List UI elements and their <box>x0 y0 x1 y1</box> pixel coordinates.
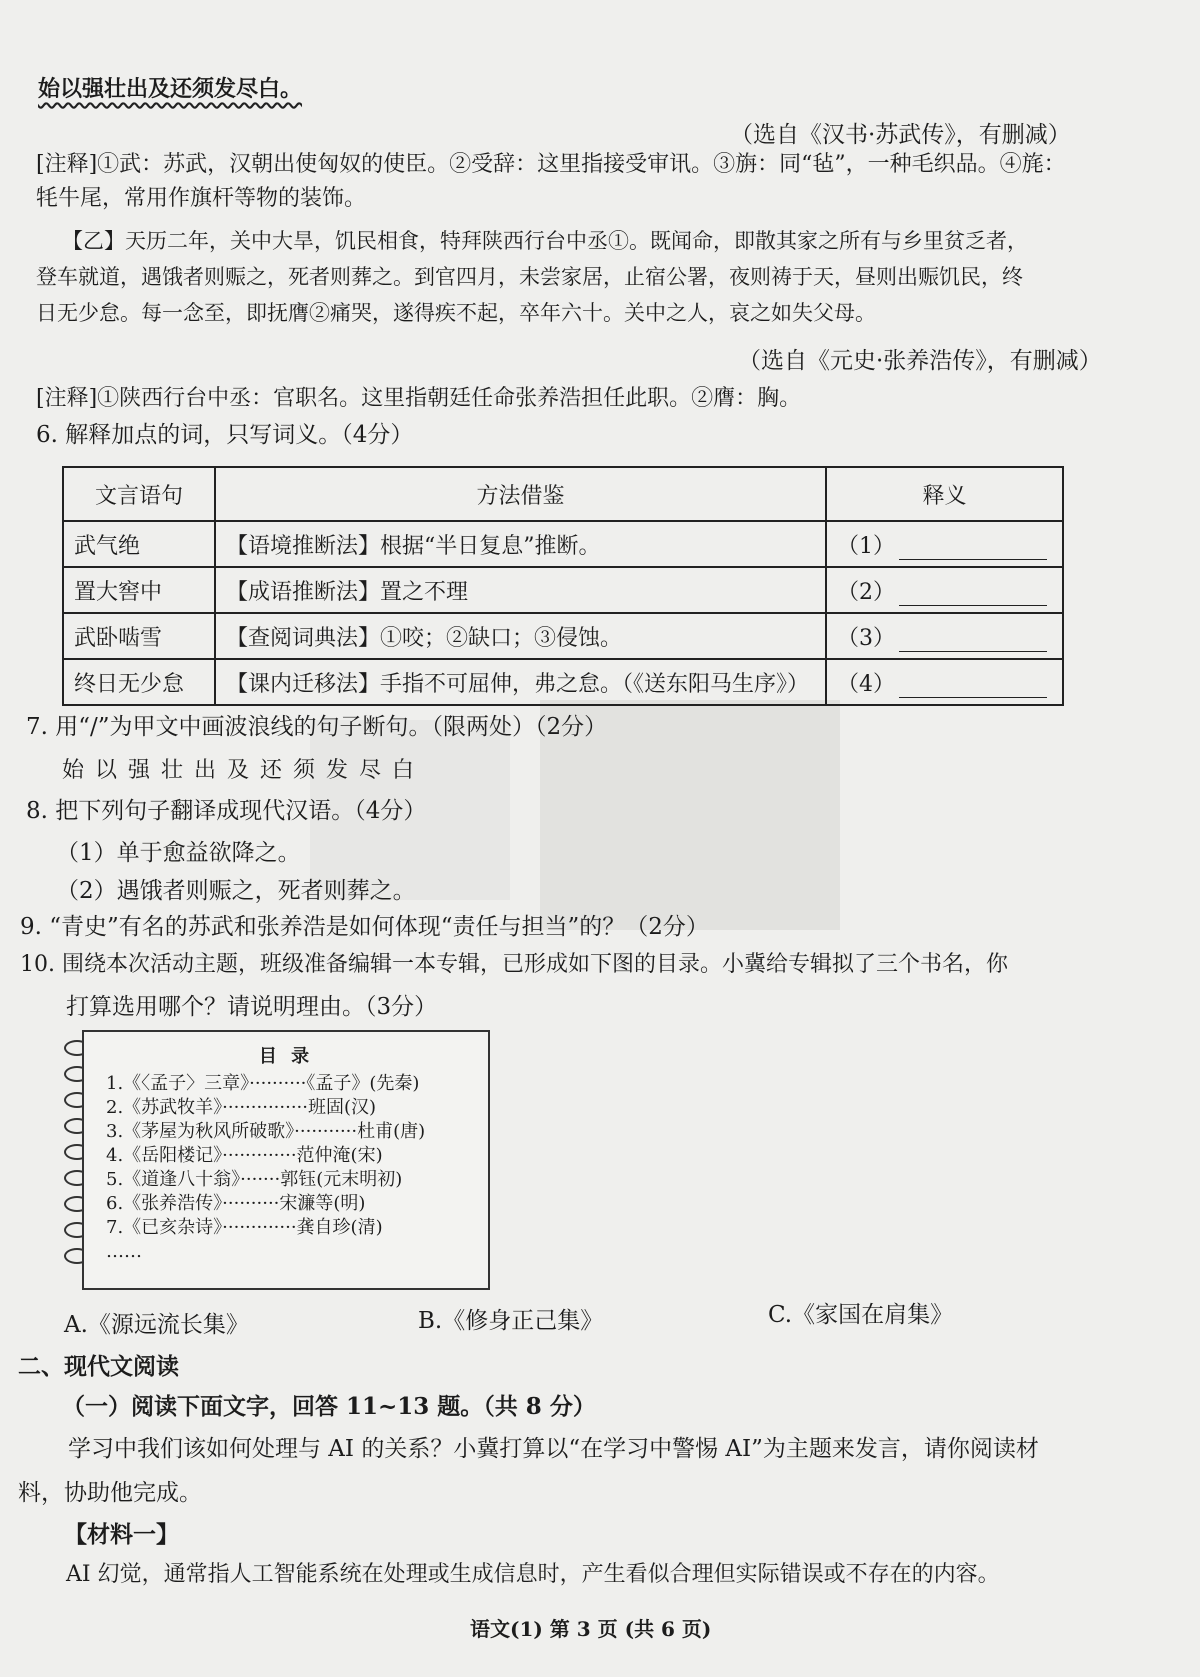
subsection-1-heading: （一）阅读下面文字，回答 11~13 题。（共 8 分） <box>62 1393 596 1420</box>
toc-entry: …… <box>106 1241 142 1262</box>
answer-label: （1） <box>837 533 895 559</box>
answer-label: （2） <box>837 579 895 605</box>
question-10-line2: 打算选用哪个？请说明理由。（3分） <box>66 994 438 1020</box>
answer-cell[interactable] <box>826 521 1063 567</box>
source-a: （选自《汉书·苏武传》，有删减） <box>730 122 1071 148</box>
method-cell: 【语境推断法】根据“半日复息”推断。 <box>215 521 826 567</box>
question-10-line1: 10. 围绕本次活动主题，班级准备编辑一本专辑，已形成如下图的目录。小冀给专辑拟了三个书名，你 <box>20 952 1008 977</box>
toc-title: 目 录 <box>258 1046 314 1067</box>
phrase-cell: 置大窖中 <box>63 567 215 613</box>
table-row <box>63 613 1063 659</box>
question-7: 7. 用“/”为甲文中画波浪线的句子断句。（限两处）（2分） <box>26 714 608 740</box>
table-of-contents <box>82 1030 490 1290</box>
passage-b-line1: 【乙】天历二年，关中大旱，饥民相食，特拜陕西行台中丞①。既闻命，即散其家之所有与乡里贫乏者， <box>62 229 1028 253</box>
answer-cell[interactable] <box>826 567 1063 613</box>
option-c[interactable]: C.《家国在肩集》 <box>768 1302 954 1328</box>
phrase-cell: 武气绝 <box>63 521 215 567</box>
answer-cell[interactable] <box>826 659 1063 705</box>
source-b: （选自《元史·张养浩传》，有删减） <box>738 348 1102 374</box>
table-row <box>63 567 1063 613</box>
phrase-cell: 终日无少怠 <box>63 659 215 705</box>
toc-entry: 5.《道逢八十翁》·······郭钰(元末明初) <box>106 1169 403 1190</box>
table-row <box>63 521 1063 567</box>
option-a[interactable]: A.《源远流长集》 <box>64 1312 249 1338</box>
question-6: 6. 解释加点的词，只写词义。（4分） <box>36 422 414 448</box>
toc-entry: 1.《〈孟子〉三章》··········《孟子》(先秦) <box>106 1073 420 1094</box>
q6-table <box>62 466 1064 706</box>
phrase-cell: 武卧啮雪 <box>63 613 215 659</box>
passage-b-line2: 登车就道，遇饿者则赈之，死者则葬之。到官四月，未尝家居，止宿公署，夜则祷于天，昼则出赈饥民，终 <box>36 265 1023 289</box>
page-footer: 语文(1) 第 3 页 (共 6 页) <box>470 1617 712 1641</box>
header-phrase: 文言语句 <box>63 467 215 521</box>
intro-line2: 料，协助他完成。 <box>18 1480 202 1506</box>
table-row <box>63 659 1063 705</box>
answer-blank[interactable] <box>899 633 1047 652</box>
note-a-line1: [注释]①武：苏武，汉朝出使匈奴的使臣。②受辞：这里指接受审讯。③旃：同“毡”，一种毛织品。④旄： <box>36 152 1066 177</box>
toc-entry: 4.《岳阳楼记》·············范仲淹(宋) <box>106 1145 383 1166</box>
answer-cell[interactable] <box>826 613 1063 659</box>
answer-blank[interactable] <box>899 587 1047 606</box>
note-b: [注释]①陕西行台中丞：官职名。这里指朝廷任命张养浩担任此职。②膺：胸。 <box>36 386 802 411</box>
material-1-text: AI 幻觉，通常指人工智能系统在处理或生成信息时，产生看似合理但实际错误或不存在的内容。 <box>66 1562 1000 1587</box>
q6-table-header <box>63 467 1063 521</box>
toc-entry: 7.《已亥杂诗》·············龚自珍(清) <box>106 1217 383 1238</box>
q8-item-2: （2）遇饿者则赈之，死者则葬之。 <box>56 878 416 904</box>
toc-entry: 2.《苏武牧羊》···············班固(汉) <box>106 1097 377 1118</box>
note-a-line2: 牦牛尾，常用作旗杆等物的装饰。 <box>36 186 367 211</box>
method-cell: 【课内迁移法】手指不可屈伸，弗之怠。（《送东阳马生序》） <box>215 659 826 705</box>
question-8: 8. 把下列句子翻译成现代汉语。（4分） <box>26 798 427 824</box>
q7-sentence: 始 以 强 壮 出 及 还 须 发 尽 白 <box>62 758 416 783</box>
answer-label: （4） <box>837 671 895 697</box>
option-b[interactable]: B.《修身正己集》 <box>418 1308 604 1334</box>
section-2-heading: 二、现代文阅读 <box>18 1353 179 1380</box>
intro-line1: 学习中我们该如何处理与 AI 的关系？小冀打算以“在学习中警惕 AI”为主题来发言，请你阅读材 <box>68 1436 1039 1462</box>
answer-label: （3） <box>837 625 895 651</box>
header-method: 方法借鉴 <box>215 467 826 521</box>
toc-entry: 3.《茅屋为秋风所破歌》···········杜甫(唐) <box>106 1121 426 1142</box>
material-1-label: 【材料一】 <box>64 1521 179 1548</box>
passage-b-line3: 日无少怠。每一念至，即抚膺②痛哭，遂得疾不起，卒年六十。关中之人，哀之如失父母。 <box>36 301 876 325</box>
question-9: 9. “青史”有名的苏武和张养浩是如何体现“责任与担当”的？（2分） <box>20 914 709 940</box>
header-answer: 释义 <box>826 467 1063 521</box>
answer-blank[interactable] <box>899 541 1047 560</box>
method-cell: 【查阅词典法】①咬；②缺口；③侵蚀。 <box>215 613 826 659</box>
q8-item-1: （1）单于愈益欲降之。 <box>56 840 301 866</box>
method-cell: 【成语推断法】置之不理 <box>215 567 826 613</box>
answer-blank[interactable] <box>899 679 1047 698</box>
passage-a-end: 始以强壮出及还须发尽白。 <box>38 76 303 102</box>
toc-entry: 6.《张养浩传》··········宋濂等(明) <box>106 1193 366 1214</box>
